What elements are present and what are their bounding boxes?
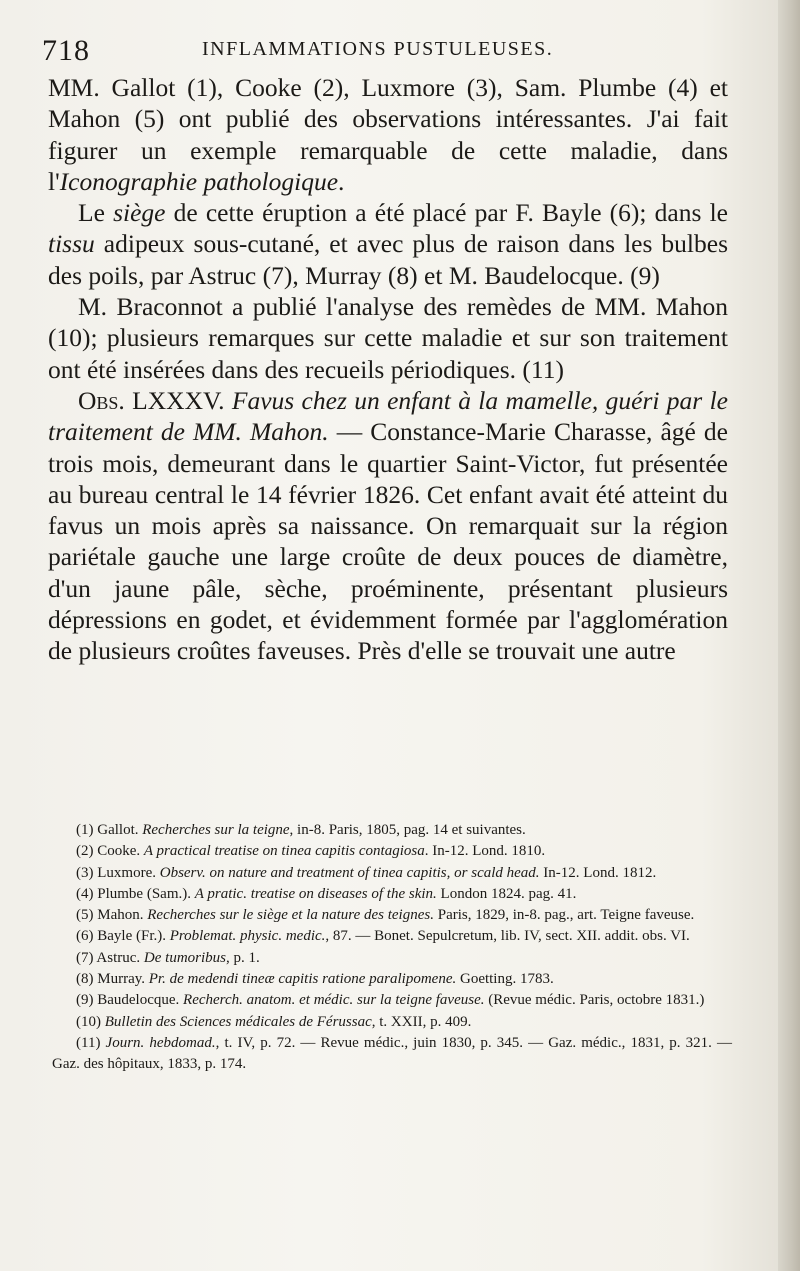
observation-label: Obs. LXXXV. [78,385,225,415]
footnote-6: (6) Bayle (Fr.). Problemat. physic. medic., 87. — Bonet. Sepulcretum, lib. IV, sect. XII. addit. obs. VI. [76,928,690,945]
paragraph-authors: MM. Gallot (1), Cooke (2), Luxmore (3), Sam. Plumbe (4) et Mahon (5) ont publié des observations intéressantes. J'ai fait figurer un exemple remarquable de cette maladie, dans l'Iconographie pathologique. [48,73,728,196]
paragraph-siege: Le siège de cette éruption a été placé par F. Bayle (6); dans le tissu adipeux sous-cutané, et avec plus de raison dans les bulbes des poils, par Astruc (7), Murray (8) et M. Baudelocque. (9) [48,198,728,290]
footnote-10: (10) Bulletin des Sciences médicales de Férussac, t. XXII, p. 409. [76,1013,472,1030]
observation-85 [48,385,728,667]
page-header [42,34,742,70]
paragraph-braconnot: M. Braconnot a publié l'analyse des remèdes de MM. Mahon (10); plusieurs remarques sur cette maladie et sur son traitement ont été insérées dans des recueils périodiques. (11) [48,292,728,384]
observation-title: Favus chez un enfant à la mamelle, guéri par le traitement de MM. Mahon. [48,385,728,447]
footnote-1: (1) Gallot. Recherches sur la teigne, in-8. Paris, 1805, pag. 14 et suivantes. [76,822,526,838]
main-text [48,72,728,667]
iconographie-title: Iconographie pathologique [59,166,339,196]
footnote-4: (4) Plumbe (Sam.). A pratic. treatise on diseases of the skin. London 1824. pag. 41. [76,885,577,902]
footnote-8: (8) Murray. Pr. de medendi tineæ capitis ratione paralipomene. Goetting. 1783. [76,971,554,988]
page-edge [778,0,800,1271]
observation-text: — Constance-Marie Charasse, âgé de trois mois, demeurant dans le quartier Saint-Victor, fut présentée au bureau central le 14 février 1826. Cet enfant avait été atteint du favus un mois après sa naissance. On remarquait sur la région pariétale gauche une large croûte de deux pouces de diamètre, d'un jaune pâle, sèche, proéminente, présentant plusieurs dépressions en godet, et évidemment formée par l'agglomération de plusieurs croûtes faveuses. Près d'elle se trouvait une autre [48,417,728,666]
footnote-9: (9) Baudelocque. Recherch. anatom. et médic. sur la teigne faveuse. (Revue médic. Paris, octobre 1831.) [76,992,705,1009]
page-number: 718 [42,34,90,67]
footnotes [52,820,732,1076]
footnote-5: (5) Mahon. Recherches sur le siège et la nature des teignes. Paris, 1829, in-8. pag., art. Teigne faveuse. [76,907,695,924]
footnote-2: (2) Cooke. A practical treatise on tinea capitis contagiosa. In-12. Lond. 1810. [76,843,546,860]
footnote-3: (3) Luxmore. Observ. on nature and treatment of tinea capitis, or scald head. In-12. Lond. 1812. [76,864,657,881]
footnote-7: (7) Astruc. De tumoribus, p. 1. [76,949,260,966]
footnote-11: (11) Journ. hebdomad., t. IV, p. 72. — Revue médic., juin 1830, p. 345. — Gaz. médic., 1831, p. 321. — Gaz. des hôpitaux, 1833, p. 174. [52,1034,732,1073]
running-title: INFLAMMATIONS PUSTULEUSES. [202,38,554,60]
